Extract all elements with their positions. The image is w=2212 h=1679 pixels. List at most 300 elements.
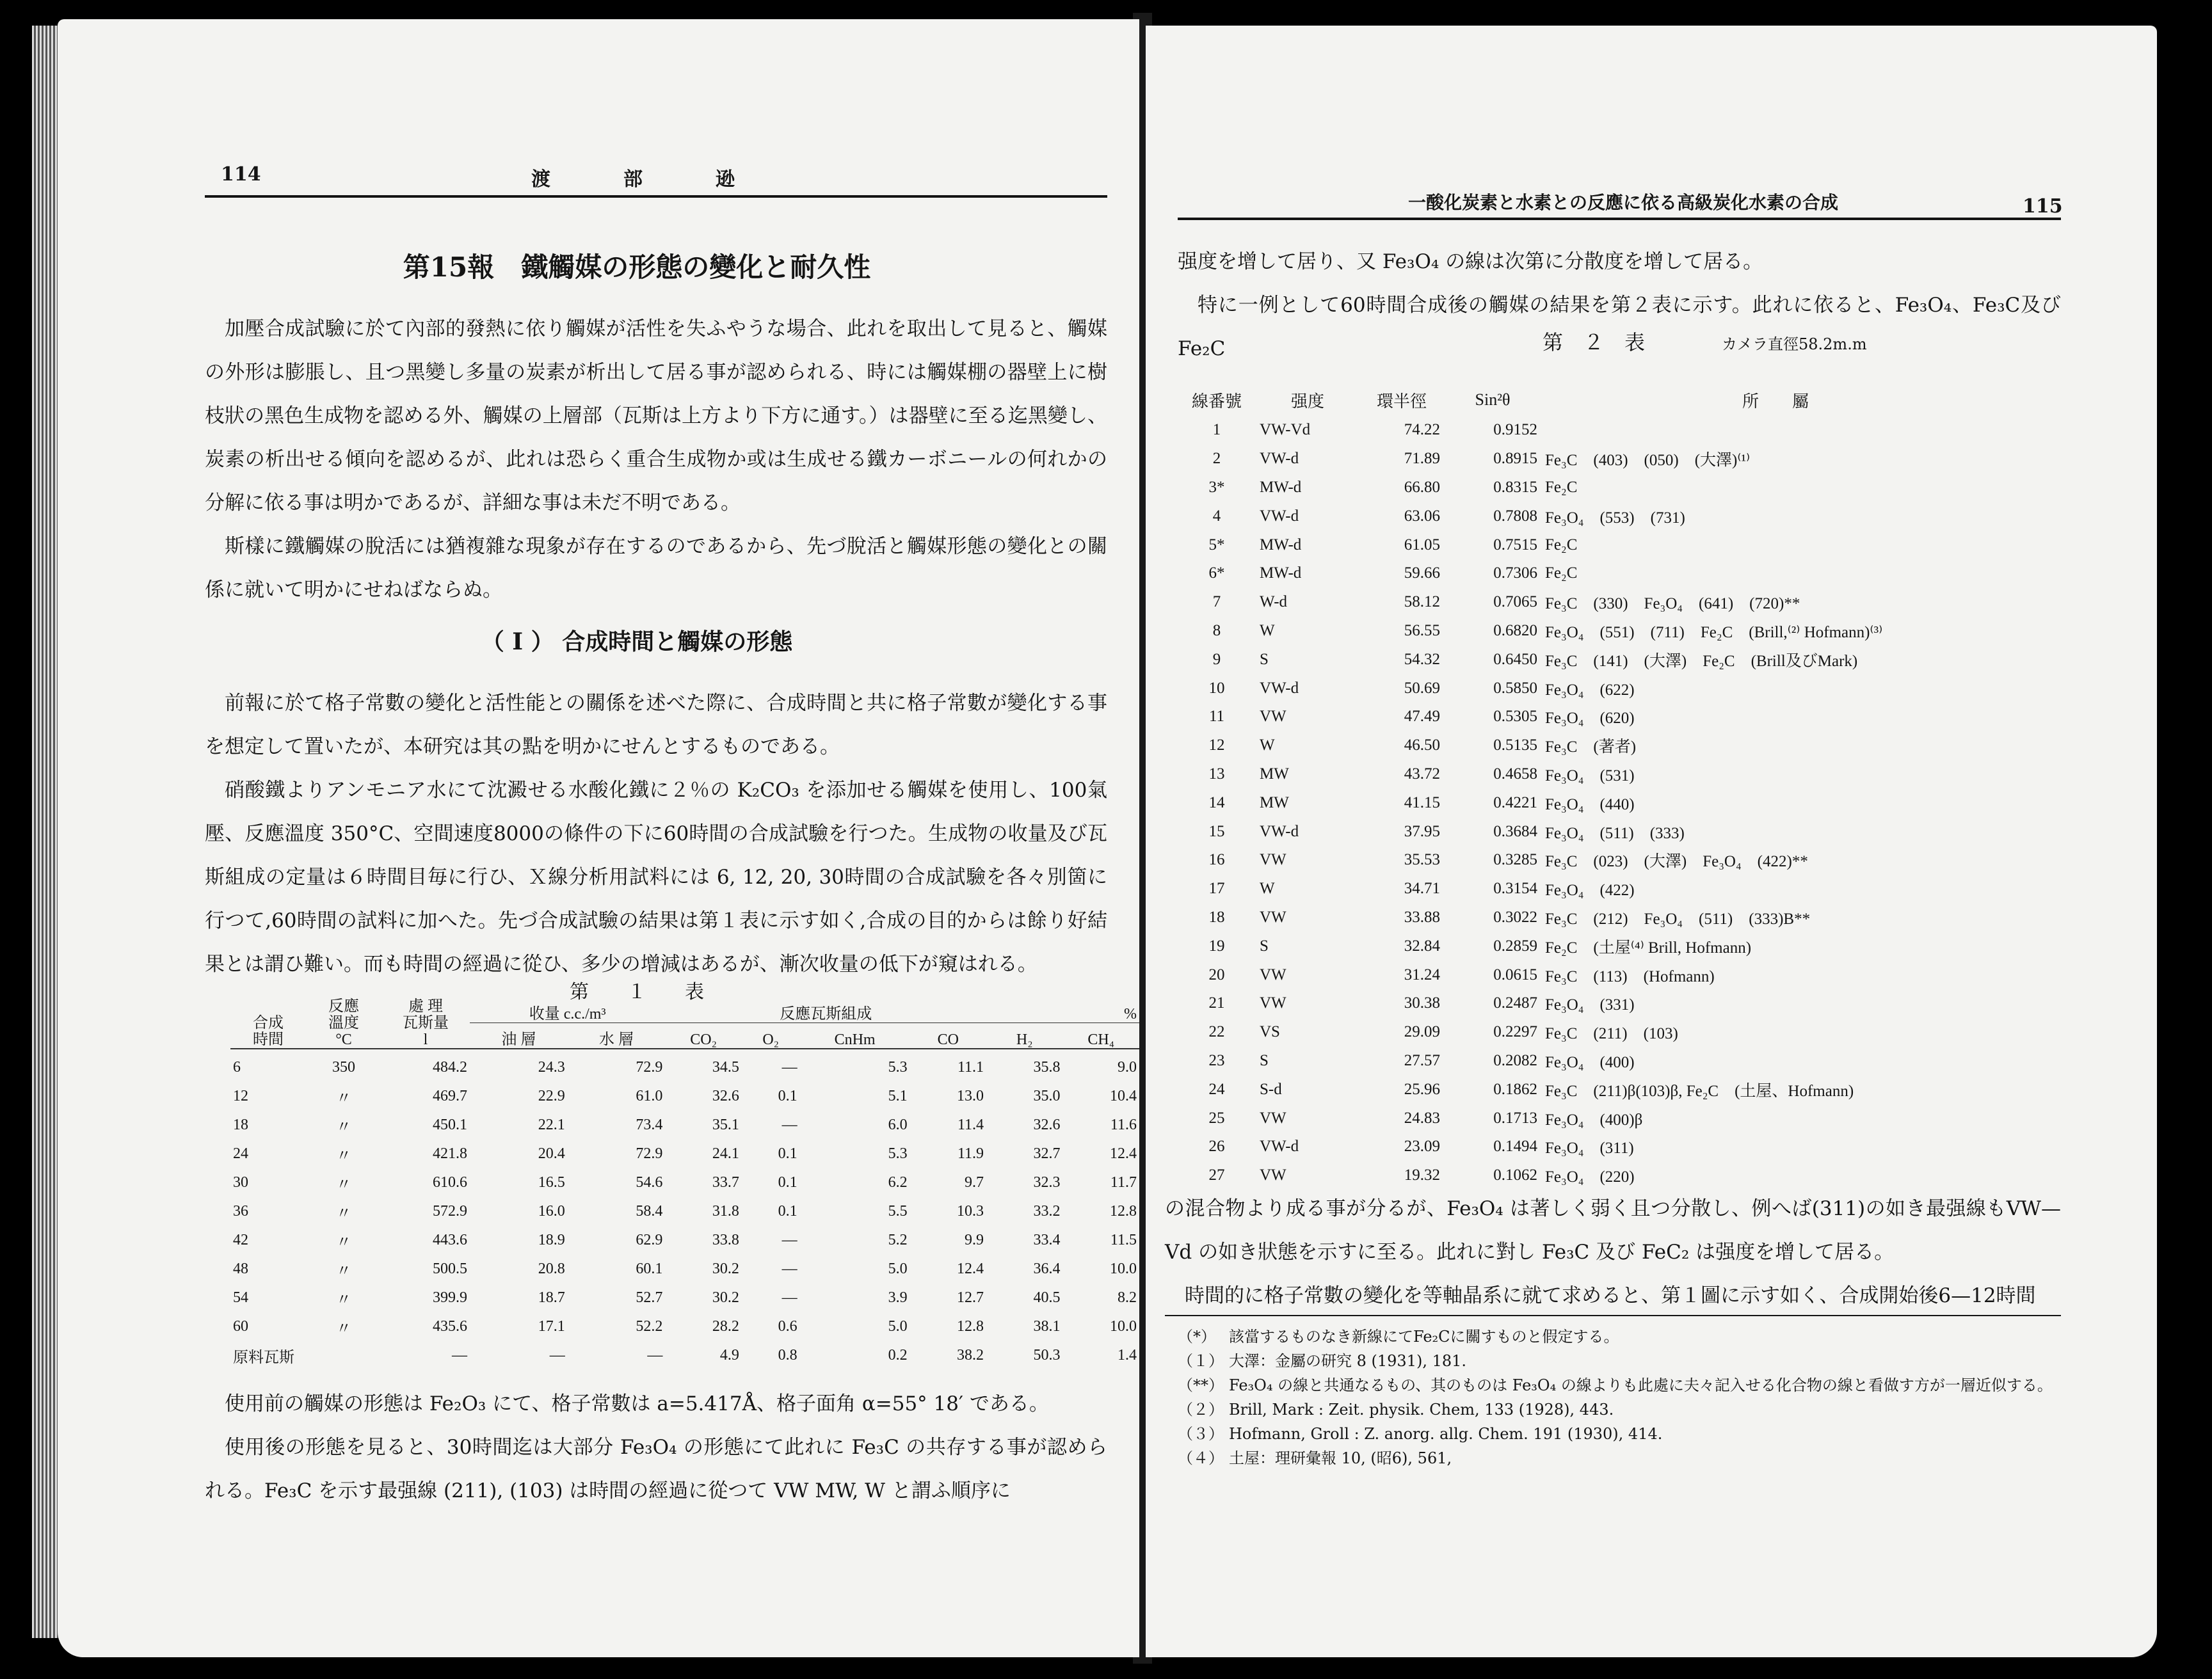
table-cell: 484.2: [433, 1059, 467, 1076]
table-cell: 36.4: [1033, 1261, 1061, 1277]
table-cell: 18.9: [538, 1232, 565, 1248]
table-cell: 43.72: [1404, 765, 1440, 783]
col-group-header: 收量 c.c./m³: [470, 998, 665, 1023]
col-header: O₂: [762, 1031, 780, 1048]
table-cell: 46.50: [1404, 736, 1440, 754]
table-row: [1178, 703, 2010, 731]
table-cell: 26: [1208, 1138, 1225, 1156]
footnote-mark: （１）: [1178, 1352, 1224, 1370]
table-row: [230, 1284, 1139, 1312]
table-cell: 5*: [1208, 536, 1225, 553]
table-cell: 50.69: [1404, 679, 1440, 697]
table-cell: VW: [1260, 1166, 1286, 1184]
table-cell: 71.89: [1404, 450, 1440, 468]
table-cell: 19: [1208, 937, 1225, 955]
col-header: 水 層: [599, 1031, 634, 1048]
table-cell: Fe₃C (211)β(103)β, Fe₂C (土屋、Hofmann): [1545, 1082, 1854, 1100]
table-cell: 60: [233, 1318, 248, 1335]
col-group-header: 反應瓦斯組成: [665, 998, 986, 1023]
table-cell: 62.9: [636, 1232, 663, 1248]
table-cell: 24: [233, 1145, 248, 1162]
table-cell: [306, 1341, 381, 1370]
bottom-text: [1165, 1187, 2061, 1317]
table-cell: 3.9: [888, 1289, 908, 1306]
table-cell: —: [452, 1347, 467, 1364]
table-cell: [1541, 416, 2010, 445]
paragraph: 前報に於て格子常數の變化と活性能との關係を述べた際に、合成時間と共に格子常數が變化する事を想定して置いたが、本研究は其の點を明かにせんとするものである。: [205, 692, 1107, 758]
footnote: [1178, 1397, 2061, 1422]
table-cell: 30.2: [712, 1261, 739, 1277]
table-cell: VW: [1260, 851, 1286, 869]
table-cell: 0.1: [778, 1203, 797, 1220]
table-cell: 32.84: [1404, 937, 1440, 955]
table-cell: MW-d: [1260, 536, 1302, 553]
col-header: 合成 時間: [253, 1015, 284, 1048]
table-row: [1178, 875, 2010, 903]
table-cell: 24: [1208, 1080, 1225, 1098]
table-cell: 0.7808: [1493, 507, 1537, 525]
table-cell: 5.5: [888, 1203, 908, 1220]
table-cell: 8.2: [1118, 1289, 1137, 1306]
table-cell: MW-d: [1260, 564, 1302, 582]
table-cell: Fe₂C: [1545, 564, 1578, 582]
col-header: 所 屬: [1742, 392, 1809, 411]
table-cell: 22.9: [538, 1088, 565, 1104]
intro-text: [205, 307, 1107, 612]
table-row: [230, 1140, 1139, 1168]
table-row: [230, 1341, 1139, 1370]
table-cell: Fe₂C: [1545, 536, 1578, 553]
table-cell: 12.8: [1110, 1203, 1137, 1220]
col-header: 處 理 瓦斯量 l: [403, 998, 449, 1048]
table-cell: 〃: [336, 1292, 351, 1309]
table-cell: 〃: [336, 1090, 351, 1107]
table-cell: 5.2: [888, 1232, 908, 1248]
table-cell: 41.15: [1404, 793, 1440, 811]
paragraph: 斯樣に鐵觸媒の脫活には猶複雜な現象が存在するのであるから、先づ脫活と觸媒形態の變化との關係に就いて明かにせねばならぬ。: [205, 535, 1107, 601]
table-row: [1178, 846, 2010, 875]
table-cell: 〃: [336, 1321, 351, 1337]
table-cell: 58.12: [1404, 593, 1440, 611]
table-cell: 66.80: [1404, 478, 1440, 496]
after-table-text: [205, 1382, 1107, 1513]
table-cell: 〃: [336, 1234, 351, 1251]
table-cell: Fe₃O₄ (620): [1545, 710, 1635, 728]
table-cell: VW: [1260, 708, 1286, 726]
table-cell: 17.1: [538, 1318, 565, 1335]
table-row: [1178, 1075, 2010, 1104]
footnotes: [1178, 1325, 2061, 1470]
table-cell: 1: [1212, 421, 1221, 439]
table-cell: W: [1260, 880, 1275, 898]
table-cell: —: [647, 1347, 663, 1364]
table-cell: 0.7306: [1493, 564, 1537, 582]
table-cell: 25.96: [1404, 1080, 1440, 1098]
table-cell: 0.9152: [1493, 421, 1537, 439]
table-1: [230, 998, 1139, 1370]
table-cell: 11.6: [1110, 1117, 1137, 1133]
table-cell: Fe₃O₄ (622): [1545, 681, 1635, 699]
table-row: [1178, 588, 2010, 617]
table-cell: MW: [1260, 765, 1289, 783]
table-cell: 32.3: [1033, 1174, 1061, 1191]
table-cell: 40.5: [1033, 1289, 1061, 1306]
table-row: [1178, 1018, 2010, 1047]
table-cell: 52.2: [636, 1318, 663, 1335]
footnote-mark: （**）: [1178, 1376, 1224, 1394]
table-cell: 33.4: [1033, 1232, 1061, 1248]
table-cell: 74.22: [1404, 421, 1440, 439]
footnote-text: Fe₃O₄ の線と共通なるもの、其のものは Fe₃O₄ の線よりも此處に夫々記入せる化合物の線と看做す方が一層近似する。: [1229, 1376, 2053, 1394]
table-row: [1178, 1161, 2010, 1190]
page-number: 115: [2023, 195, 2063, 218]
table-row: [1178, 617, 2010, 646]
table-cell: —: [781, 1261, 797, 1277]
table-cell: 16: [1208, 851, 1225, 869]
table-cell: 47.49: [1404, 708, 1440, 726]
table-cell: VW-d: [1260, 822, 1299, 840]
table-cell: 0.2859: [1493, 937, 1537, 955]
table-cell: 9: [1212, 650, 1221, 668]
table-row: [1178, 1133, 2010, 1161]
table-cell: 0.1: [778, 1088, 797, 1104]
table-cell: VW: [1260, 908, 1286, 926]
table-cell: 36: [233, 1203, 248, 1220]
table-cell: 12: [233, 1088, 248, 1104]
table-cell: 63.06: [1404, 507, 1440, 525]
paragraph: 特に一例として60時間合成後の觸媒の結果を第２表に示す。此れに依ると、Fe₃O₄、Fe₃C及びFe₂C: [1178, 294, 2061, 360]
table-row: [1178, 932, 2010, 960]
table-cell: 12.4: [1110, 1145, 1137, 1162]
table-cell: 421.8: [433, 1145, 467, 1162]
running-head-title: 一酸化炭素と水素との反應に依る高級炭化水素の合成: [1408, 192, 1839, 213]
table-cell: 35.53: [1404, 851, 1440, 869]
table-cell: S: [1260, 937, 1269, 955]
table-cell: 24.83: [1404, 1109, 1440, 1127]
table-row: [1178, 760, 2010, 789]
table-cell: —: [781, 1232, 797, 1248]
paragraph: 時間的に格子常數の變化を等軸晶系に就て求めると、第１圖に示す如く、合成開始後6—12時間: [1185, 1284, 2036, 1307]
table-cell: Fe₃C (113) (Hofmann): [1545, 967, 1715, 985]
col-header: 强度: [1290, 392, 1324, 411]
table-cell: —: [781, 1289, 797, 1306]
table-cell: 33.2: [1033, 1203, 1061, 1220]
table-cell: 14: [1208, 793, 1225, 811]
table-cell: 30.2: [712, 1289, 739, 1306]
table-cell: 27: [1208, 1166, 1225, 1184]
table-cell: 19.32: [1404, 1166, 1440, 1184]
table-cell: 10.4: [1110, 1088, 1137, 1104]
table-cell: Fe₃C (403) (050) (大澤)⁽¹⁾: [1545, 452, 1751, 470]
footnote: [1178, 1422, 2061, 1446]
footnote-text: 大澤：金屬の研究 8 (1931), 181.: [1229, 1352, 1467, 1370]
table-cell: 0.2297: [1493, 1023, 1537, 1041]
table-cell: 10.0: [1110, 1318, 1137, 1335]
table-cell: 12.4: [957, 1261, 984, 1277]
table-cell: 0.7065: [1493, 593, 1537, 611]
footnote-rule: [1165, 1315, 2061, 1316]
table-cell: 11.7: [1110, 1174, 1137, 1191]
table-cell: 18.7: [538, 1289, 565, 1306]
table-cell: Fe₃O₄ (400): [1545, 1053, 1635, 1071]
table2-camera-note: カメラ直徑58.2m.m: [1722, 335, 1867, 353]
table-cell: 54.32: [1404, 650, 1440, 668]
table-cell: 33.8: [712, 1232, 739, 1248]
table-cell: 6.2: [888, 1174, 908, 1191]
table-cell: 0.1862: [1493, 1080, 1537, 1098]
table-cell: 11.1: [957, 1059, 984, 1076]
table-cell: Fe₃C (141) (大澤) Fe₂C (Brill及びMark): [1545, 652, 1858, 670]
table-row: [1178, 817, 2010, 846]
table-row: [230, 1082, 1139, 1111]
table-row: [1178, 445, 2010, 473]
col-header: 線番號: [1191, 392, 1242, 411]
table-cell: 37.95: [1404, 822, 1440, 840]
table-cell: VW-d: [1260, 507, 1299, 525]
footnote: [1178, 1325, 2061, 1349]
table-cell: 16.5: [538, 1174, 565, 1191]
table-cell: 0.8915: [1493, 450, 1537, 468]
table-cell: S: [1260, 1051, 1269, 1069]
paragraph: の混合物より成る事が分るが、Fe₃O₄ は著しく弱く且つ分散し、例へば(311)の如き最强線もVW—Vd の如き狀態を示すに至る。此れに對し Fe₃C 及び FeC₂ は强度を增して居る。: [1165, 1197, 2061, 1264]
table-cell: 11.4: [957, 1117, 984, 1133]
table-cell: 50.3: [1033, 1347, 1061, 1364]
table-cell: Fe₃O₄ (553) (731): [1545, 509, 1685, 527]
table-cell: 12.7: [957, 1289, 984, 1306]
table-cell: 0.2487: [1493, 994, 1537, 1012]
running-head-author: 渡 部 逊: [531, 168, 739, 191]
table-cell: 0.6450: [1493, 650, 1537, 668]
table-cell: 35.0: [1033, 1088, 1061, 1104]
table-cell: 22: [1208, 1023, 1225, 1041]
table-cell: 35.1: [712, 1117, 739, 1133]
table-cell: 〃: [336, 1206, 351, 1222]
table-row: [1178, 1047, 2010, 1076]
table-row: [1178, 559, 2010, 588]
table-cell: Fe₃C (著者): [1545, 738, 1637, 756]
table-cell: 9.7: [965, 1174, 984, 1191]
table-cell: Fe₂C: [1545, 478, 1578, 496]
table-cell: 399.9: [433, 1289, 467, 1306]
table-cell: 56.55: [1404, 621, 1440, 639]
table-cell: 10: [1208, 679, 1225, 697]
table-cell: 6*: [1208, 564, 1225, 582]
table-cell: 34.5: [712, 1059, 739, 1076]
table-cell: 12.8: [957, 1318, 984, 1335]
table-cell: 61.0: [636, 1088, 663, 1104]
table-cell: Fe₃O₄ (220): [1545, 1168, 1635, 1186]
table-cell: Fe₃O₄ (331): [1545, 996, 1635, 1014]
table-cell: 31.24: [1404, 966, 1440, 983]
table-cell: Fe₃O₄ (400)β: [1545, 1111, 1643, 1129]
table-cell: 20.4: [538, 1145, 565, 1162]
table-cell: 22.1: [538, 1117, 565, 1133]
table-row: [1178, 1104, 2010, 1133]
table-cell: 435.6: [433, 1318, 467, 1335]
table-cell: 32.7: [1033, 1145, 1061, 1162]
table-cell: 33.7: [712, 1174, 739, 1191]
table-cell: 0.1062: [1493, 1166, 1537, 1184]
col-header: 環半徑: [1376, 392, 1427, 411]
table-cell: VW-d: [1260, 1138, 1299, 1156]
table-row: [1178, 530, 2010, 559]
table-cell: S: [1260, 650, 1269, 668]
col-header: CH₄: [1087, 1031, 1115, 1048]
footnote-mark: （*）: [1178, 1328, 1216, 1346]
table-cell: 0.3285: [1493, 851, 1537, 869]
page-number: 114: [221, 163, 261, 186]
table-cell: 0.1: [778, 1174, 797, 1191]
article-title: 第15報 鐵觸媒の形態の變化と耐久性: [403, 251, 871, 283]
table-row: [1178, 502, 2010, 530]
col-header: CnHm: [834, 1031, 876, 1048]
table-cell: 32.6: [712, 1088, 739, 1104]
table-cell: VS: [1260, 1023, 1280, 1041]
table-cell: —: [549, 1347, 565, 1364]
table-row: [230, 1255, 1139, 1284]
table-cell: 18: [1208, 908, 1225, 926]
table-cell: 10.3: [957, 1203, 984, 1220]
table-cell: VW-Vd: [1260, 421, 1311, 439]
col-header: H₂: [1016, 1031, 1033, 1048]
table-cell: 5.0: [888, 1261, 908, 1277]
table-cell: 60.1: [636, 1261, 663, 1277]
table-cell: 34.71: [1404, 880, 1440, 898]
section-title: （ I ） 合成時間と觸媒の形態: [481, 628, 793, 655]
table-cell: Fe₃C (330) Fe₃O₄ (641) (720)**: [1545, 595, 1800, 613]
table-cell: 0.5850: [1493, 679, 1537, 697]
table-cell: 0.7515: [1493, 536, 1537, 553]
table-cell: 3*: [1208, 478, 1225, 496]
col-header: CO: [937, 1031, 959, 1048]
table-cell: 450.1: [433, 1117, 467, 1133]
table-cell: 38.2: [957, 1347, 984, 1364]
table-cell: 4: [1212, 507, 1221, 525]
table-cell: 17: [1208, 880, 1225, 898]
paragraph: 使用前の觸媒の形態は Fe₂O₃ にて、格子常數は a=5.417Å、格子面角 α=55° 18′ である。: [225, 1392, 1049, 1415]
table-cell: 61.05: [1404, 536, 1440, 553]
table-cell: —: [781, 1059, 797, 1076]
table-cell: 29.09: [1404, 1023, 1440, 1041]
table-cell: 72.9: [636, 1145, 663, 1162]
table-cell: 59.66: [1404, 564, 1440, 582]
table1-caption: 第 １ 表: [570, 981, 704, 1003]
table-cell: 32.6: [1033, 1117, 1061, 1133]
table-cell: 2: [1212, 450, 1221, 468]
table-cell: Fe₃O₄ (511) (333): [1545, 824, 1685, 842]
table-cell: 5.0: [888, 1318, 908, 1335]
table-cell: 27.57: [1404, 1051, 1440, 1069]
table-cell: Fe₃C (212) Fe₃O₄ (511) (333)B**: [1545, 910, 1811, 928]
table-cell: MW: [1260, 793, 1289, 811]
table-cell: Fe₃O₄ (422): [1545, 882, 1635, 900]
table-cell: 54.6: [636, 1174, 663, 1191]
footnote-mark: （３）: [1178, 1425, 1224, 1443]
table-cell: 0.2: [888, 1347, 908, 1364]
table-cell: 13.0: [957, 1088, 984, 1104]
footnote-text: Hofmann, Groll : Z. anorg. allg. Chem. 191 (1930), 414.: [1229, 1425, 1663, 1443]
table-cell: Fe₃O₄ (440): [1545, 795, 1635, 813]
paragraph: 硝酸鐵よりアンモニア水にて沈澱せる水酸化鐵に２％の K₂CO₃ を添加せる觸媒を使用し、100氣壓、反應溫度 350°C、空間速度8000の條件の下に60時間の合成試驗を行つた。生成物の收量及び瓦斯組成の定量は６時間目毎に行ひ、Ｘ線分析用試料には 6, 12, 20, 30時間の合成試驗を各々別箇に行つて,60時間の試料に加へた。先づ合成試驗の結果は第１表に示す如く,合成の目的からは餘り好結果とは謂ひ難い。而も時間の經過に從ひ、多少の增減はあるが、漸次收量の低下が窺はれる。: [205, 779, 1107, 976]
table-cell: 12: [1208, 736, 1225, 754]
table-cell: 〃: [336, 1263, 351, 1280]
table-cell: 9.0: [1118, 1059, 1137, 1076]
table-cell: 6: [233, 1059, 241, 1076]
table-cell: W-d: [1260, 593, 1288, 611]
table-cell: 0.4658: [1493, 765, 1537, 783]
table-row: [230, 1197, 1139, 1226]
footnote: [1178, 1446, 2061, 1470]
col-header: 油 層: [501, 1031, 536, 1048]
table-row: [1178, 960, 2010, 989]
table-cell: 0.1713: [1493, 1109, 1537, 1127]
table-cell: 73.4: [636, 1117, 663, 1133]
footnote-mark: （４）: [1178, 1449, 1224, 1467]
table-row: [230, 1049, 1139, 1082]
table-cell: 21: [1208, 994, 1225, 1012]
footnote-text: 該當するものなき新線にてFe₂Cに關すものと假定する。: [1229, 1328, 1619, 1346]
table-cell: 23.09: [1404, 1138, 1440, 1156]
footnote-mark: （２）: [1178, 1401, 1224, 1419]
table-cell: 0.4221: [1493, 793, 1537, 811]
table-cell: 6.0: [888, 1117, 908, 1133]
table-cell: 0.1494: [1493, 1138, 1537, 1156]
table-cell: 572.9: [433, 1203, 467, 1220]
table-cell: W: [1260, 621, 1275, 639]
table-cell: 0.2082: [1493, 1051, 1537, 1069]
table-cell: 8: [1212, 621, 1221, 639]
table-cell: 15: [1208, 822, 1225, 840]
paragraph: 强度を增して居り、又 Fe₃O₄ の線は次第に分散度を增して居る。: [1178, 250, 1763, 273]
table-cell: 28.2: [712, 1318, 739, 1335]
table-cell: 500.5: [433, 1261, 467, 1277]
col-header: Sin²θ: [1475, 390, 1511, 409]
table-cell: 16.0: [538, 1203, 565, 1220]
table-cell: 30.38: [1404, 994, 1440, 1012]
table-row: [1178, 416, 2010, 445]
table-cell: 5.1: [888, 1088, 908, 1104]
table-cell: 350: [332, 1059, 355, 1076]
table-cell: 原料瓦斯: [233, 1349, 294, 1366]
table-row: [230, 1111, 1139, 1140]
paragraph: 加壓合成試驗に於て內部的發熱に依り觸媒が活性を失ふやうな場合、此れを取出して見ると、觸媒の外形は膨脹し、且つ黑變し多量の炭素が析出して居る事が認められる、時には觸媒棚の器壁上に樹枝狀の黑色生成物を認める外、觸媒の上層部（瓦斯は上方より下方に通す。）は器壁に至る迄黑變し、炭素の析出せる傾向を認めるが、此れは恐らく重合生成物か或は生成せる鐵カーボニールの何れかの分解に依る事は明かであるが、詳細な事は未だ不明である。: [205, 317, 1107, 514]
table-cell: Fe₃C (211) (103): [1545, 1025, 1678, 1043]
table-cell: 30: [233, 1174, 248, 1191]
footnote: [1178, 1373, 2061, 1397]
table-cell: 24.1: [712, 1145, 739, 1162]
table-cell: 5.3: [888, 1145, 908, 1162]
table-cell: 20: [1208, 966, 1225, 983]
table-cell: 7: [1212, 593, 1221, 611]
table-cell: 23: [1208, 1051, 1225, 1069]
table-cell: Fe₃O₄ (311): [1545, 1140, 1634, 1158]
table-cell: 〃: [336, 1148, 351, 1165]
table-cell: 469.7: [433, 1088, 467, 1104]
table-cell: 33.88: [1404, 908, 1440, 926]
table-row: [1178, 989, 2010, 1018]
table-cell: 0.3154: [1493, 880, 1537, 898]
table-cell: 54: [233, 1289, 248, 1306]
table-cell: 610.6: [433, 1174, 467, 1191]
table-cell: W: [1260, 736, 1275, 754]
table-cell: 0.5305: [1493, 708, 1537, 726]
table-cell: 20.8: [538, 1261, 565, 1277]
table-cell: 11.5: [1110, 1232, 1137, 1248]
table-cell: 72.9: [636, 1059, 663, 1076]
left-page: [58, 19, 1139, 1657]
col-group-header: %: [986, 998, 1139, 1023]
table-row: [1178, 674, 2010, 703]
